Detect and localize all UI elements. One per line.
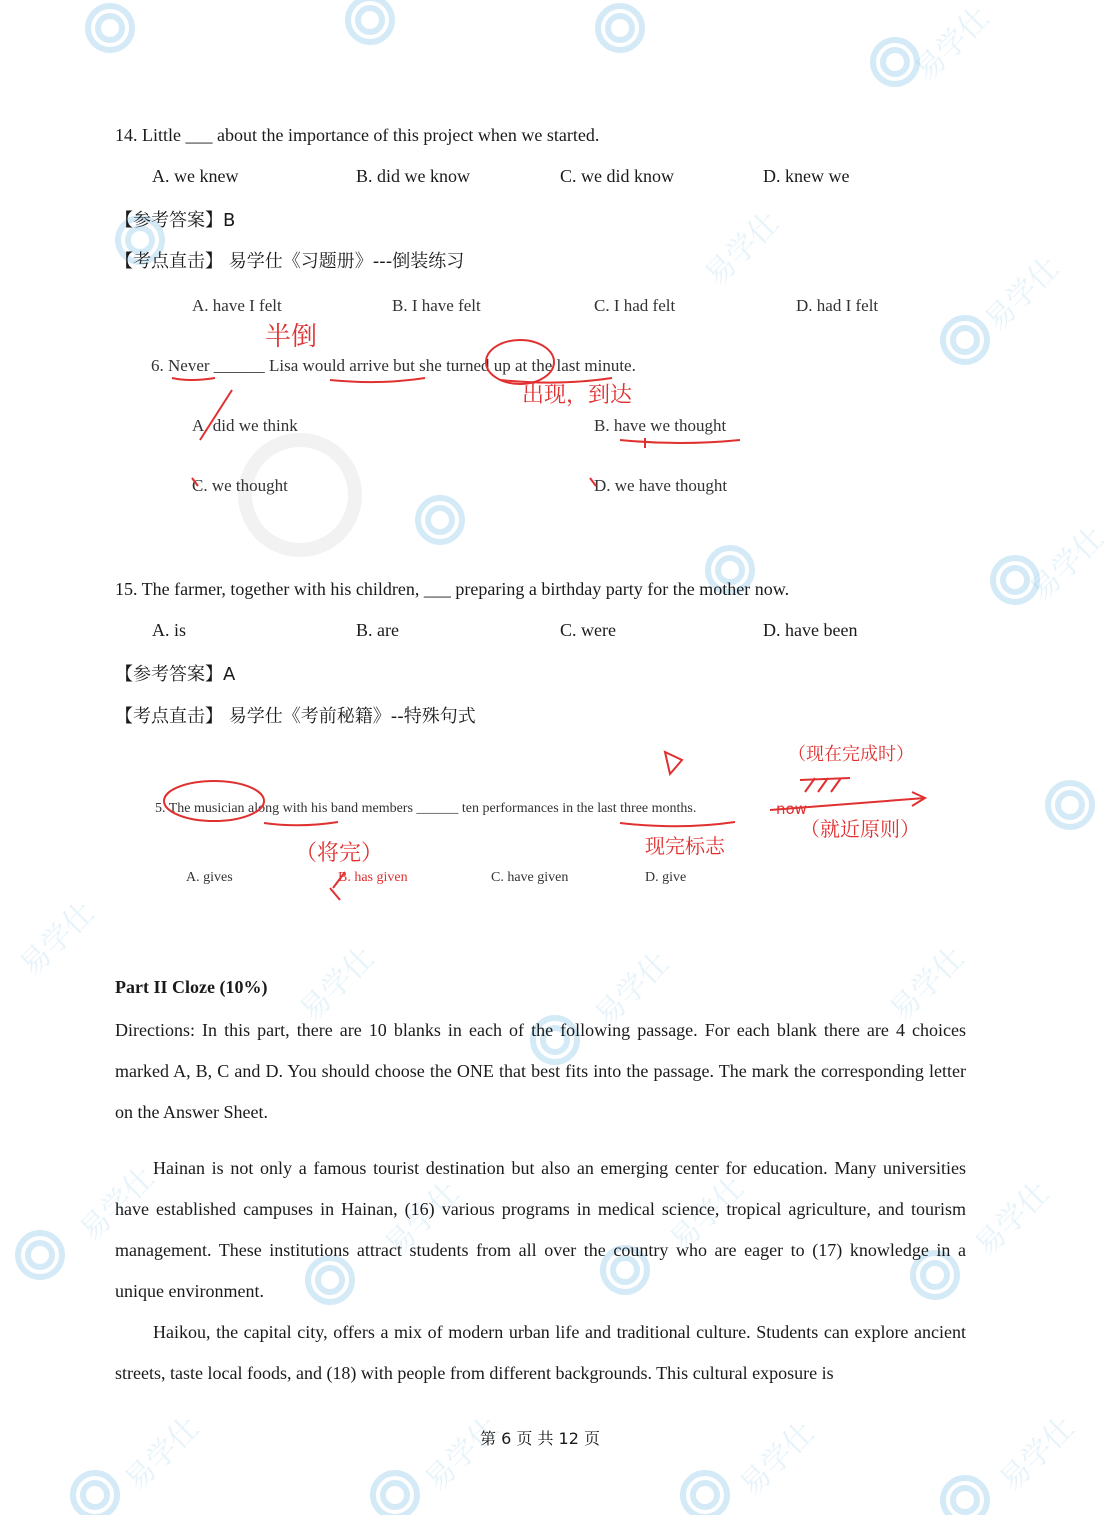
pasted-option-a: A. did we think	[192, 416, 298, 435]
handwritten-note: now	[776, 800, 807, 818]
option-c: C. we did know	[560, 166, 674, 186]
directions-paragraph: Directions: In this part, there are 10 blanks in each of the following passage. For each blank there are 4 choices marked A, B, C and D. You should choose the ONE that best fits into the passage. The mark the corresponding letter on the Answer Sheet.	[115, 1020, 966, 1122]
handwritten-note: 现完标志	[645, 834, 725, 858]
handwritten-note: （将完）	[295, 841, 384, 866]
pasted-option-c: C. have given	[491, 870, 569, 885]
pasted-option-a: A. have I felt	[192, 296, 282, 315]
pasted-question-6-stem: 6. Never ______ Lisa would arrive but she turned up at the last minute.	[151, 356, 636, 375]
passage-paragraph-2: Haikou, the capital city, offers a mix of modern urban life and traditional culture. Students can explore ancient streets, taste local foods, and (18) with people from different backgrounds. This cultural exposure is	[115, 1322, 966, 1383]
option-b: B. are	[356, 620, 399, 640]
kaodian-label: 【考点直击】 易学仕《考前秘籍》--特殊句式	[115, 706, 476, 727]
section-heading: Part II Cloze (10%)	[115, 977, 268, 997]
pasted-option-a: A. gives	[186, 870, 233, 885]
watermark-text: 易学仕	[13, 895, 102, 984]
handwritten-note: 出现，到达	[522, 383, 633, 408]
watermark-text: 易学仕	[698, 205, 787, 294]
watermark-text: 易学仕	[1023, 520, 1112, 609]
pasted-option-c: C. I had felt	[594, 296, 676, 315]
watermark-text: 易学仕	[908, 0, 997, 89]
handwritten-note: （现在完成时）	[788, 744, 914, 765]
watermark-text: 易学仕	[883, 940, 972, 1029]
option-d: D. have been	[763, 620, 858, 640]
watermark-text: 易学仕	[118, 1410, 207, 1499]
option-a: A. we knew	[152, 166, 239, 186]
watermark-text: 易学仕	[293, 940, 382, 1029]
watermark-text: 易学仕	[993, 1410, 1082, 1499]
answer-label: 【参考答案】A	[115, 664, 236, 685]
red-annotation-marks	[0, 740, 1080, 940]
pasted-option-d: D. give	[645, 870, 687, 885]
pasted-option-d: D. we have thought	[594, 476, 728, 495]
answer-label: 【参考答案】B	[115, 210, 236, 231]
watermark-text: 易学仕	[73, 1160, 162, 1249]
page-number: 第 6 页 共 12 页	[480, 1429, 600, 1448]
pasted-question-5-stem: 5. The musician along with his band members ______ ten performances in the last three months.	[155, 801, 697, 816]
question-15-stem: 15. The farmer, together with his children, ___ preparing a birthday party for the mother now.	[115, 579, 790, 599]
handwritten-note: 半倒	[265, 322, 318, 352]
pasted-option-b: B. I have felt	[392, 296, 481, 315]
kaodian-label: 【考点直击】 易学仕《习题册》---倒装练习	[115, 251, 465, 272]
red-annotation-marks	[0, 0, 1080, 520]
watermark-text: 易学仕	[663, 1170, 752, 1259]
watermark-text: 易学仕	[588, 945, 677, 1034]
question-14-stem: 14. Little ___ about the importance of this project when we started.	[115, 125, 600, 145]
watermark-text: 易学仕	[418, 1410, 507, 1499]
option-b: B. did we know	[356, 166, 470, 186]
pasted-option-b: B. have we thought	[594, 416, 727, 435]
watermark-text: 易学仕	[378, 1175, 467, 1264]
option-c: C. were	[560, 620, 616, 640]
pasted-option-d: D. had I felt	[796, 296, 879, 315]
passage-paragraph-1: Hainan is not only a famous tourist destination but also an emerging center for education. Many universities have established campuses in Hainan, (16) various programs in medical science, tropical agriculture, and tourism management. These institutions attract students from all over the country who are eager to (17) knowledge in a unique environment.	[115, 1158, 966, 1301]
option-a: A. is	[152, 620, 187, 640]
pasted-option-c: C. we thought	[192, 476, 288, 495]
watermark-text: 易学仕	[968, 1175, 1057, 1264]
handwritten-note: （就近原则）	[800, 817, 920, 841]
option-d: D. knew we	[763, 166, 850, 186]
watermark-text: 易学仕	[978, 250, 1067, 339]
watermark-text: 易学仕	[733, 1415, 822, 1504]
pasted-option-b: B. has given	[338, 870, 408, 885]
